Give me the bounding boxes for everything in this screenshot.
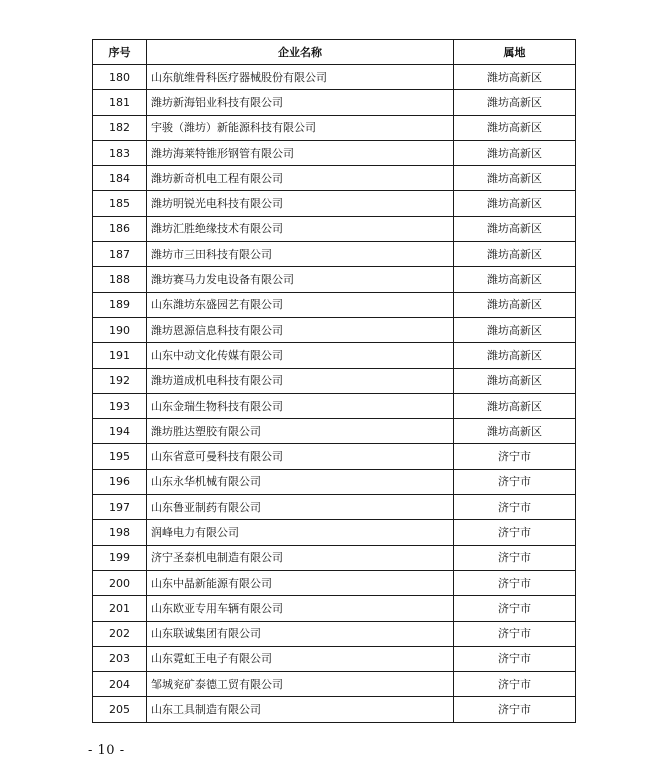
row-area: 潍坊高新区: [454, 343, 576, 368]
table-row: [93, 242, 576, 267]
row-area: 济宁市: [454, 570, 576, 595]
table-row: [93, 292, 576, 317]
company-name: 山东省意可曼科技有限公司: [147, 444, 454, 469]
company-name: 潍坊道成机电科技有限公司: [147, 368, 454, 393]
company-name: 山东中动文化传媒有限公司: [147, 343, 454, 368]
company-name: 潍坊新海铝业科技有限公司: [147, 90, 454, 115]
row-area: 潍坊高新区: [454, 90, 576, 115]
table-row: [93, 596, 576, 621]
row-number: 194: [93, 419, 147, 444]
table-row: [93, 697, 576, 722]
table-row: [93, 444, 576, 469]
table-row: [93, 191, 576, 216]
company-name: 潍坊恩源信息科技有限公司: [147, 317, 454, 342]
row-area: 潍坊高新区: [454, 216, 576, 241]
row-number: 181: [93, 90, 147, 115]
row-area: 潍坊高新区: [454, 65, 576, 90]
table-row: [93, 317, 576, 342]
table-row: [93, 621, 576, 646]
table-row: [93, 65, 576, 90]
company-name: 潍坊海莱特锥形钢管有限公司: [147, 140, 454, 165]
company-name: 潍坊市三田科技有限公司: [147, 242, 454, 267]
table-row: [93, 646, 576, 671]
table-header-row: [93, 40, 576, 65]
company-name: 济宁圣泰机电制造有限公司: [147, 545, 454, 570]
header-area: 属地: [454, 40, 576, 65]
row-number: 195: [93, 444, 147, 469]
row-area: 潍坊高新区: [454, 317, 576, 342]
row-area: 济宁市: [454, 697, 576, 722]
row-area: 济宁市: [454, 444, 576, 469]
row-number: 184: [93, 166, 147, 191]
table-row: [93, 495, 576, 520]
row-area: 济宁市: [454, 469, 576, 494]
company-name: 潍坊汇胜绝缘技术有限公司: [147, 216, 454, 241]
row-area: 潍坊高新区: [454, 191, 576, 216]
company-name: 山东霓虹王电子有限公司: [147, 646, 454, 671]
table-body: [93, 65, 576, 723]
row-area: 潍坊高新区: [454, 140, 576, 165]
row-number: 191: [93, 343, 147, 368]
row-area: 济宁市: [454, 596, 576, 621]
company-name: 潍坊新奇机电工程有限公司: [147, 166, 454, 191]
row-number: 180: [93, 65, 147, 90]
row-area: 潍坊高新区: [454, 292, 576, 317]
table-row: [93, 166, 576, 191]
row-area: 济宁市: [454, 672, 576, 697]
row-number: 203: [93, 646, 147, 671]
row-number: 201: [93, 596, 147, 621]
row-area: 济宁市: [454, 621, 576, 646]
table-row: [93, 393, 576, 418]
company-name: 潍坊明锐光电科技有限公司: [147, 191, 454, 216]
row-number: 199: [93, 545, 147, 570]
company-name: 潍坊胜达塑胶有限公司: [147, 419, 454, 444]
company-name: 山东工具制造有限公司: [147, 697, 454, 722]
table-row: [93, 469, 576, 494]
row-number: 185: [93, 191, 147, 216]
row-number: 202: [93, 621, 147, 646]
company-name: 邹城兖矿泰德工贸有限公司: [147, 672, 454, 697]
table-row: [93, 267, 576, 292]
row-area: 济宁市: [454, 495, 576, 520]
company-name: 润峰电力有限公司: [147, 520, 454, 545]
row-number: 183: [93, 140, 147, 165]
company-name: 宇骏（潍坊）新能源科技有限公司: [147, 115, 454, 140]
row-number: 190: [93, 317, 147, 342]
company-name: 山东航维骨科医疗器械股份有限公司: [147, 65, 454, 90]
table-row: [93, 115, 576, 140]
company-name: 潍坊赛马力发电设备有限公司: [147, 267, 454, 292]
row-number: 204: [93, 672, 147, 697]
row-area: 济宁市: [454, 545, 576, 570]
row-number: 200: [93, 570, 147, 595]
table-row: [93, 545, 576, 570]
table-row: [93, 90, 576, 115]
row-number: 192: [93, 368, 147, 393]
header-company-name: 企业名称: [147, 40, 454, 65]
header-number: 序号: [93, 40, 147, 65]
row-area: 潍坊高新区: [454, 368, 576, 393]
row-number: 187: [93, 242, 147, 267]
row-area: 济宁市: [454, 646, 576, 671]
row-area: 潍坊高新区: [454, 393, 576, 418]
row-number: 188: [93, 267, 147, 292]
table-row: [93, 419, 576, 444]
table-row: [93, 343, 576, 368]
row-area: 济宁市: [454, 520, 576, 545]
row-area: 潍坊高新区: [454, 115, 576, 140]
row-area: 潍坊高新区: [454, 419, 576, 444]
company-name: 山东欧亚专用车辆有限公司: [147, 596, 454, 621]
row-area: 潍坊高新区: [454, 242, 576, 267]
row-number: 198: [93, 520, 147, 545]
enterprise-table: [92, 39, 576, 723]
row-number: 186: [93, 216, 147, 241]
table-row: [93, 140, 576, 165]
company-name: 山东中晶新能源有限公司: [147, 570, 454, 595]
table-row: [93, 570, 576, 595]
table-row: [93, 368, 576, 393]
table-row: [93, 216, 576, 241]
company-name: 山东潍坊东盛园艺有限公司: [147, 292, 454, 317]
row-number: 205: [93, 697, 147, 722]
row-number: 197: [93, 495, 147, 520]
company-name: 山东金瑞生物科技有限公司: [147, 393, 454, 418]
company-name: 山东鲁亚制药有限公司: [147, 495, 454, 520]
row-number: 182: [93, 115, 147, 140]
row-area: 潍坊高新区: [454, 267, 576, 292]
company-name: 山东联诚集团有限公司: [147, 621, 454, 646]
company-name: 山东永华机械有限公司: [147, 469, 454, 494]
row-number: 193: [93, 393, 147, 418]
row-number: 189: [93, 292, 147, 317]
row-area: 潍坊高新区: [454, 166, 576, 191]
table-row: [93, 520, 576, 545]
table-row: [93, 672, 576, 697]
page-number: - 10 -: [88, 743, 125, 758]
row-number: 196: [93, 469, 147, 494]
